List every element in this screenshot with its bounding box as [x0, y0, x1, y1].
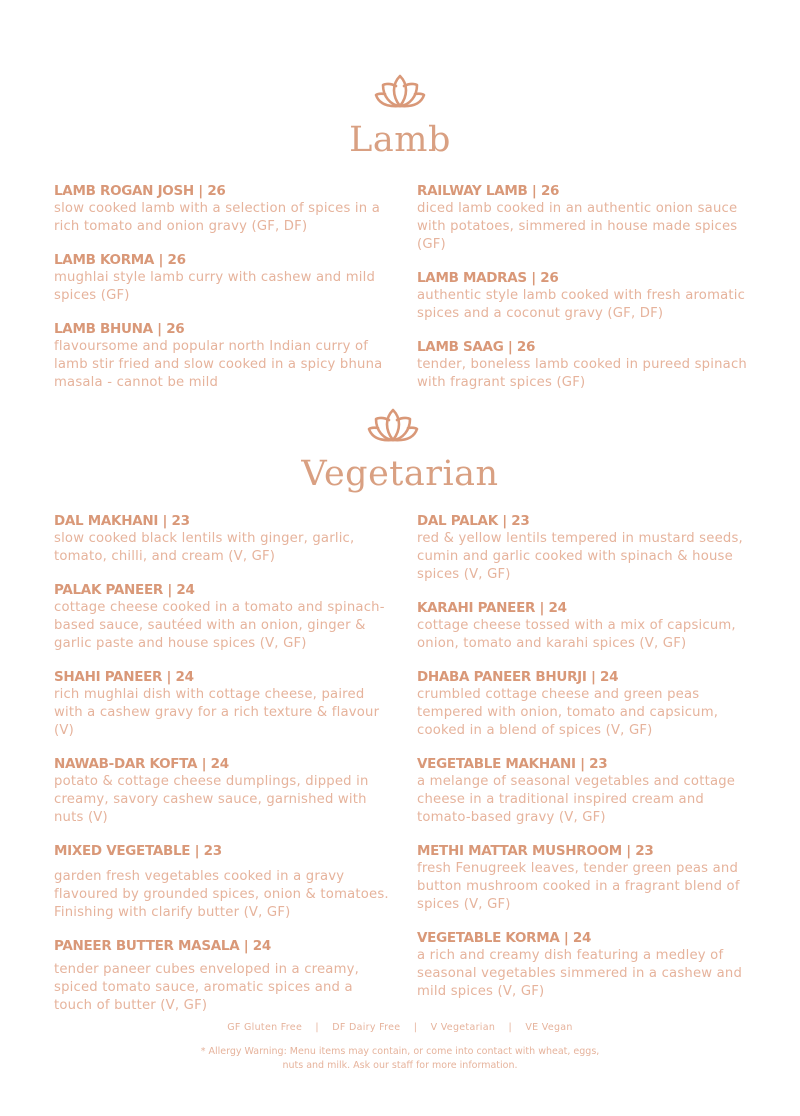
lotus-icon [374, 72, 426, 112]
menu-item [54, 668, 394, 740]
menu-item [417, 182, 757, 254]
item-name: LAMB SAAG | 26 [417, 339, 536, 355]
menu-item [54, 842, 394, 922]
item-name: PANEER BUTTER MASALA | 24 [54, 938, 271, 954]
vegetarian-section-title: Vegetarian [301, 454, 499, 494]
item-name: LAMB MADRAS | 26 [417, 270, 559, 286]
item-name: SHAHI PANEER | 24 [54, 669, 194, 685]
item-description: a rich and creamy dish featuring a medley of seasonal vegetables simmered in a cashew and mild spices (V, GF) [417, 948, 743, 999]
menu-item [54, 320, 394, 392]
menu-item [54, 937, 394, 1015]
item-description: authentic style lamb cooked with fresh aromatic spices and a coconut gravy (GF, DF) [417, 288, 746, 321]
lotus-icon [367, 406, 419, 446]
allergy-warning: * Allergy Warning: Menu items may contain, or come into contact with wheat, eggs, nuts and milk. Ask our staff for more information. [200, 1046, 600, 1071]
item-name: VEGETABLE MAKHANI | 23 [417, 756, 608, 772]
item-description: crumbled cottage cheese and green peas tempered with onion, tomato and capsicum, cooked in a blend of spices (V, GF) [417, 687, 719, 738]
lamb-right-column [417, 182, 757, 392]
item-description: flavoursome and popular north Indian curry of lamb stir fried and slow cooked in a spicy bhuna masala - cannot be mild [54, 339, 383, 390]
menu-item [417, 599, 757, 653]
item-description: cottage cheese tossed with a mix of capsicum, onion, tomato and karahi spices (V, GF) [417, 618, 736, 651]
item-name: VEGETABLE KORMA | 24 [417, 930, 592, 946]
item-name: LAMB BHUNA | 26 [54, 321, 185, 337]
item-name: DAL MAKHANI | 23 [54, 513, 190, 529]
menu-item [417, 929, 757, 1001]
menu-item [417, 269, 757, 323]
item-name: KARAHI PANEER | 24 [417, 600, 567, 616]
lamb-section-title: Lamb [349, 120, 451, 160]
menu-item [417, 338, 757, 392]
item-description: tender paneer cubes enveloped in a creamy, spiced tomato sauce, aromatic spices and a touch of butter (V, GF) [54, 962, 360, 1013]
item-name: DAL PALAK | 23 [417, 513, 530, 529]
dietary-key [0, 1022, 800, 1033]
menu-item [417, 755, 757, 827]
menu-item [54, 581, 394, 653]
menu-item [54, 182, 394, 236]
item-name: RAILWAY LAMB | 26 [417, 183, 560, 199]
menu-item [54, 251, 394, 305]
key-separator: | [508, 1022, 513, 1033]
item-description: slow cooked lamb with a selection of spices in a rich tomato and onion gravy (GF, DF) [54, 201, 381, 234]
item-description: rich mughlai dish with cottage cheese, paired with a cashew gravy for a rich texture & flavour (V) [54, 687, 380, 738]
key-separator: | [315, 1022, 319, 1033]
item-description: mughlai style lamb curry with cashew and mild spices (GF) [54, 270, 376, 303]
item-description: red & yellow lentils tempered in mustard seeds, cumin and garlic cooked with spinach & house spices (V, GF) [417, 531, 743, 582]
menu-item [417, 842, 757, 914]
item-description: potato & cottage cheese dumplings, dipped in creamy, savory cashew sauce, garnished with nuts (V) [54, 774, 369, 825]
menu-item [417, 512, 757, 584]
item-name: NAWAB-DAR KOFTA | 24 [54, 756, 229, 772]
item-name: MIXED VEGETABLE | 23 [54, 843, 222, 859]
item-description: garden fresh vegetables cooked in a gravy flavoured by grounded spices, onion & tomatoes. Finishing with clarify butter (V, GF) [54, 869, 389, 920]
lamb-left-column [54, 182, 394, 392]
item-name: PALAK PANEER | 24 [54, 582, 195, 598]
item-name: DHABA PANEER BHURJI | 24 [417, 669, 619, 685]
menu-item [54, 755, 394, 827]
item-description: slow cooked black lentils with ginger, garlic, tomato, chilli, and cream (V, GF) [54, 531, 355, 564]
key-dairy-free: DF Dairy Free [332, 1022, 401, 1033]
item-name: METHI MATTAR MUSHROOM | 23 [417, 843, 654, 859]
menu-item [54, 512, 394, 566]
vegetarian-left-column [54, 512, 394, 1015]
key-separator: | [413, 1022, 418, 1033]
item-description: a melange of seasonal vegetables and cottage cheese in a traditional inspired cream and tomato-based gravy (V, GF) [417, 774, 736, 825]
key-vegan: VE Vegan [525, 1022, 573, 1033]
item-description: fresh Fenugreek leaves, tender green peas and button mushroom cooked in a fragrant blend of spices (V, GF) [417, 861, 740, 912]
key-vegetarian: V Vegetarian [430, 1022, 496, 1033]
item-name: LAMB ROGAN JOSH | 26 [54, 183, 226, 199]
item-description: tender, boneless lamb cooked in pureed spinach with fragrant spices (GF) [417, 357, 747, 390]
item-description: cottage cheese cooked in a tomato and spinach-based sauce, sautéed with an onion, ginger & garlic paste and house spices (V, GF) [54, 600, 385, 651]
item-name: LAMB KORMA | 26 [54, 252, 186, 268]
key-gluten-free: GF Gluten Free [227, 1022, 303, 1033]
menu-item [417, 668, 757, 740]
item-description: diced lamb cooked in an authentic onion sauce with potatoes, simmered in house made spices (GF) [417, 201, 738, 252]
vegetarian-right-column [417, 512, 757, 1001]
